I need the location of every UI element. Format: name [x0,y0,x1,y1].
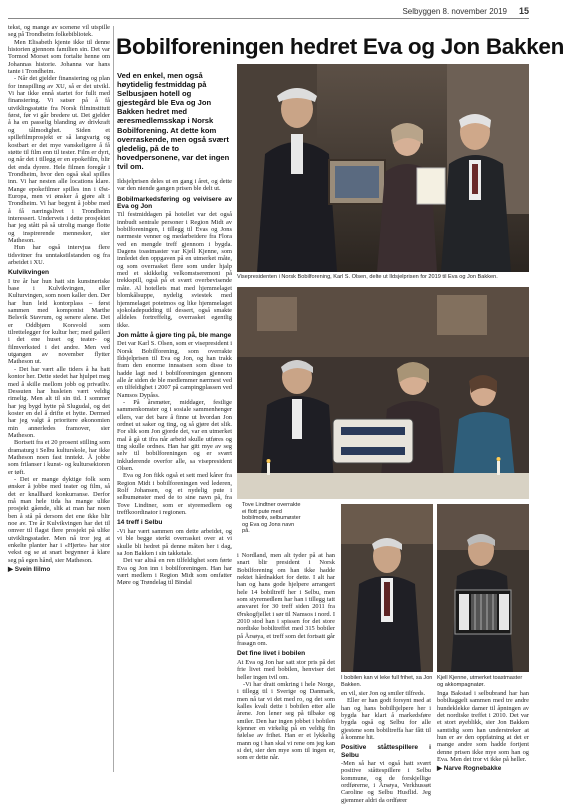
article-paragraph: Det var Karl S. Olsen, som er visepresident i Norsk Bobilforening, som overrakte Ildsjelprisen til Eva og Jon, og han trakk fram den enorme innsatsen som disse to hadde lagt ned i bobilforeningen gjennom alle år siden de ble medlemmer nærmest ved en tilfeldighet i 2007 på campingplassen ved Namsos Dypåss. [117,340,232,399]
photo-pillow-gift [237,287,529,499]
publication-date: Selbyggen 8. november 2019 [402,7,507,16]
article-paragraph: At Eva og Jon har satt stor pris på det frie livet med bobilen, henviser det heller ingen tvil om. [237,658,335,681]
toastmaster-image [437,504,529,672]
left-subheading: Kulvikvingen [8,269,50,277]
article-byline: ▶ Narve Rognebakke [437,765,502,773]
article-subheading: Bobilmarkedsføring og veivisere av Eva og Jon [117,195,232,211]
left-paragraph: - Det er mange dyktige folk som ønsker å jobbe med teater og film, så det er knallhard konkurranse. Derfor må man hele tida ha mange ulike prosjekt gående, slik at man har noen ben å stå på dersom det ene ikke blir noe av. Tre år Kulvikvingen har det til omver til flagst flere prosjekt på ulike utviklingsstader. Men nå tror jeg at enkelte planter har i «Hjerte» har stor vekst og se at snart begynner å klare seg på egen hånd, sier Matheson. [8,475,110,564]
article-paragraph: Eva og Jon fikk også et sett med kårer fra Region Midt i bobilforeningen ved lederen, Rolf Johansen, og et nydelig pute i selbumønster med de to sine navn på, fra Tove Lindtner, som er styremedlem og treffkoordinator i regionen. [117,472,232,517]
left-paragraph: Bortsett fra et 20 prosent stilling som dramaturg i Selbu kulturskole, har ikke Matheson noen fast inntekt. Å jobbe som frilanser i kunst- og kultursektoren er tøft. [8,439,110,476]
article-paragraph: -Vi har vært sammen om dette arbeidet, og vi ble begge sterkt overrasket over at vi skulle bli hedret på denne måten her i dag, sa Jon Bakken i sin takketale. [117,527,232,557]
article-paragraph: en vil, sier Jon og smiler tilfreds. [341,690,426,697]
article-column-1 [117,178,232,772]
left-paragraph: - Det har vært alle tiders å ha hatt kontor her. Dette stedet har hjulpet meg med å skille mellom jobb og privatliv. Dessuten har husleien vært veldig rimelig. Men alt til sin tid. I sommer har jeg bygd hytte på Slugudal, og det koster en del å drifte et hytte. Dermed har jeg valgt å prioritere økonomien min annerledes framover, sier Matheson. [8,365,110,439]
left-paragraph: I tre år har hun hatt sin kunstneriske base i Kulvikvingen, eller Kulturvingen, som noen kaller den. Der har hun leid kontorplass – først sammen med komponist Marthe Belsvik Stavrum, og senere alene. Det er Oddbjørn Korsvold som tilrettelegger for kultur her; med galleri i det ene huset og teater- og filmverksted i det andre. Men ved utgangen av november flytter Matheson ut. [8,277,110,366]
article-paragraph: -Men så har vi også hatt svært positive ståttespillere i Selbu kommune, og de forskjellige ordførerne, i Årsøya, Verkhussøt Caroline og Selbu Husflid. Jeg gjemmer aldri da ordfører [341,760,431,804]
page-number: 15 [518,6,529,16]
bobil-freedom-image [341,504,433,672]
article-paragraph: i Nordland, men alt tyder på at han snart blir president i Norsk Bobilforening om han ikke hadde nektet hårdnakket for dette. I alt har han og hans gode hjelpere arrangert hele 14 bobiltreff her i Selbu, men som styremedlem har han i tillegg tatt ansvaret for 30 treff siden 2011 fra Ørskogfjellet i sør til Namsos i nord. I 2010 stod han i spissen for det store nordiske bobiltreffet med 315 bobiler på Årsøya, et treff som det fortsatt går frasagn om. [237,552,335,648]
article-column-2 [237,552,335,772]
left-byline-name: Svein Ililmo [14,566,51,574]
article-subheading: Positive ståttespillere i Selbu [341,744,431,759]
article-lead: Ved en enkel, men også høytidelig festmiddag på Selbusjøen hotell og gjestegård ble Eva og Jon Bakken hedret med æresmedlemsskap i Norsk Bobilforening. At dette kom overraskende, men også svært gledelig, på de to hovedpersonene, var det ingen tvil om. [117,71,230,171]
article-paragraph: -Vi har dratt omkring i hele Norge, i tillegg til i Sverige og Danmark, men nå tar vi det med ro, og det som kalles kvali dette i bobilen etter alle årene. Jon lener seg på tilbake og smiler. Den har ingen jobbet i bobilen kjenner en virkelig på en veldig fin følelse av frihet. Han er et lykkelig mann og i han skal vi rene om jeg kan si det, sier den mye som til ingen er, som er dette når. [237,680,335,762]
article-subheading: 14 treff i Selbu [117,519,163,527]
left-column [8,24,110,772]
left-paragraph: - Når det gjelder finansiering og plan for innspilling av XU, så er det utvikl. Vi har ikke ennå startet for fullt med finansiering. Vi satser på å få utviklingsstøtte fra Norsk filminstitutt først, før vi går bredere ut. Det gjelder å ha en passelig blanding av drivkraft og tålmodighet. Siden et spillefilmprosjekt er så langvarig og kostbart er det mye vanskeligere å få støtte til film enn til tester. Film er dyrt, og når det i tillegg er en epokefilm, blir det enda dyrere. Hele filmen foregår i Trondheim, hvor den også skal spilles inn. Vi har nesten alle locations klare. Mange epokefilmer spilles inn i Øst-Europa, men vi ønsker å gjøre alt i Trondheim. Vi har begynt å jobbe med å få næringslivet i Trondheim interessert. Underveis i dette prosjektet har jeg stått på så utrolig mange flotte og inspirerende mennesker, sier Matheson. [8,75,110,244]
photo-award-ceremony [237,64,529,272]
middle-photo-caption: Tove Lindtner overrakte ei flott pute med bobilmotiv, selbumøster og Eva og Jons navn på. [242,502,301,535]
article-paragraph: - På årsmøter, middager, festlige sammenkomster og i sosiale sammenhenger ellers, var det bare å finne ut hvordan Jon ordnet ut saker og ting, og så gjøre det slik. For slik som Jon gjorde det, var en utmerket mal å gå ut ifra når arbeid skulle utføres og ting skulle ordnes. Han har gitt mye av seg selv til bobilforeningen og er svært inkluderende overfor alle, sa visepresident Olsen. [117,398,232,473]
article-paragraph: Eller er han godt forsynt med at han og hans bobilhjelpere her i bygda har klart å markedsføre bygda også og Selbu for alle gjestene som bobiltreffa har fått til å komme hit. [341,697,431,742]
article-title: Bobilforeningen hedret Eva og Jon Bakken [116,34,564,59]
bottom-left-photo-caption: I bobilen kan vi leke full frihet, sa Jon Bakken. [341,675,433,688]
left-byline: ▶ Svein Ililmo [8,566,51,574]
photo-toastmaster [437,504,529,672]
photo-bobil-freedom [341,504,433,672]
article-paragraph: Ildsjelprisen deles ut en gang i året, og dette var den niende gangen prisen ble delt ut. [117,178,232,193]
award-ceremony-image [237,64,529,272]
article-paragraph: Inga Bakstad i selbubrand har han bobiltaggelt sammen med tre andre hundeklekke damer til åpningen av det nordiske treffet i 2010. Det var et stort øyeblikk, sier Jon Bakken samtidig som han understreker at hun er av den oppfatning at det er mange andre som hadde fortjent denne prisen ikke mye som han og Eva. Men det tror vi ikke på heller. [437,690,529,764]
left-paragraph: tekst, og mange av scenene vil utspille seg på Trondheim folkebibliotek. [8,24,110,39]
column-divider [113,26,114,772]
top-photo-caption: Visepresidenten i Norsk Bobilforening, Karl S. Olsen, delte ut Ildsjelprisen for 2019 til Eva og Jon Bakken. [237,274,498,280]
article-byline-name: Narve Rognebakke [443,765,502,773]
pillow-gift-image [237,287,529,499]
left-paragraph: Hun har også intervjua flere tidsvitner fra unntakstilstanden og fra arbeidet i XU. [8,244,110,266]
article-paragraph: Det var altså en ren tilfeldighet som førte Eva og Jon inn i bobilforeningen. Han har vært medlem i Region Midt som omfatter Møre og Trøndelag til Bindal [117,557,232,587]
article-subheading: Jon måtte å gjøre ting på, ble mange [117,331,232,339]
bottom-right-photo-caption: Kjell Kjenne, utmerket toastmaster og akkompagnatør. [437,675,523,688]
article-paragraph: Til festmiddagen på hotellet var det også innbudt sentrale personer i Region Midt av bobilforeningen, i tillegg til Evas og Jons nærmeste venner og medarbeidere fra Flora ved en mengde treff gjennom i bygda. Dagens toastmaster var Kjell Kjenne, som innledet den oppgaven på en utmerket måte, og som overrasket flere som under hjalp med et skikkelig velkomstseremoni på trekkspill, også på et svært overbevisende måte. Al hotellets mat med hjemmelaget blomkålsuppe, nydelig sviestek med hjemmelaget potetmos og like hjemmelaget sjokoladepudding til dessert, også smakte alldeles fortreffelig, overrasket egentlig ikke. [117,211,232,329]
article-column-3 [341,690,431,804]
article-subheading: Det fine livet i bobilen [237,650,306,658]
header-rule [8,18,529,19]
article-column-4 [437,690,529,772]
left-paragraph: Men Elisabeth kjente ikke til denne historien gjennom familien sin. Det var Tormod Morset som fortalte henne om Johannas historie. Johanna var hans tante i Trondheim. [8,38,110,76]
